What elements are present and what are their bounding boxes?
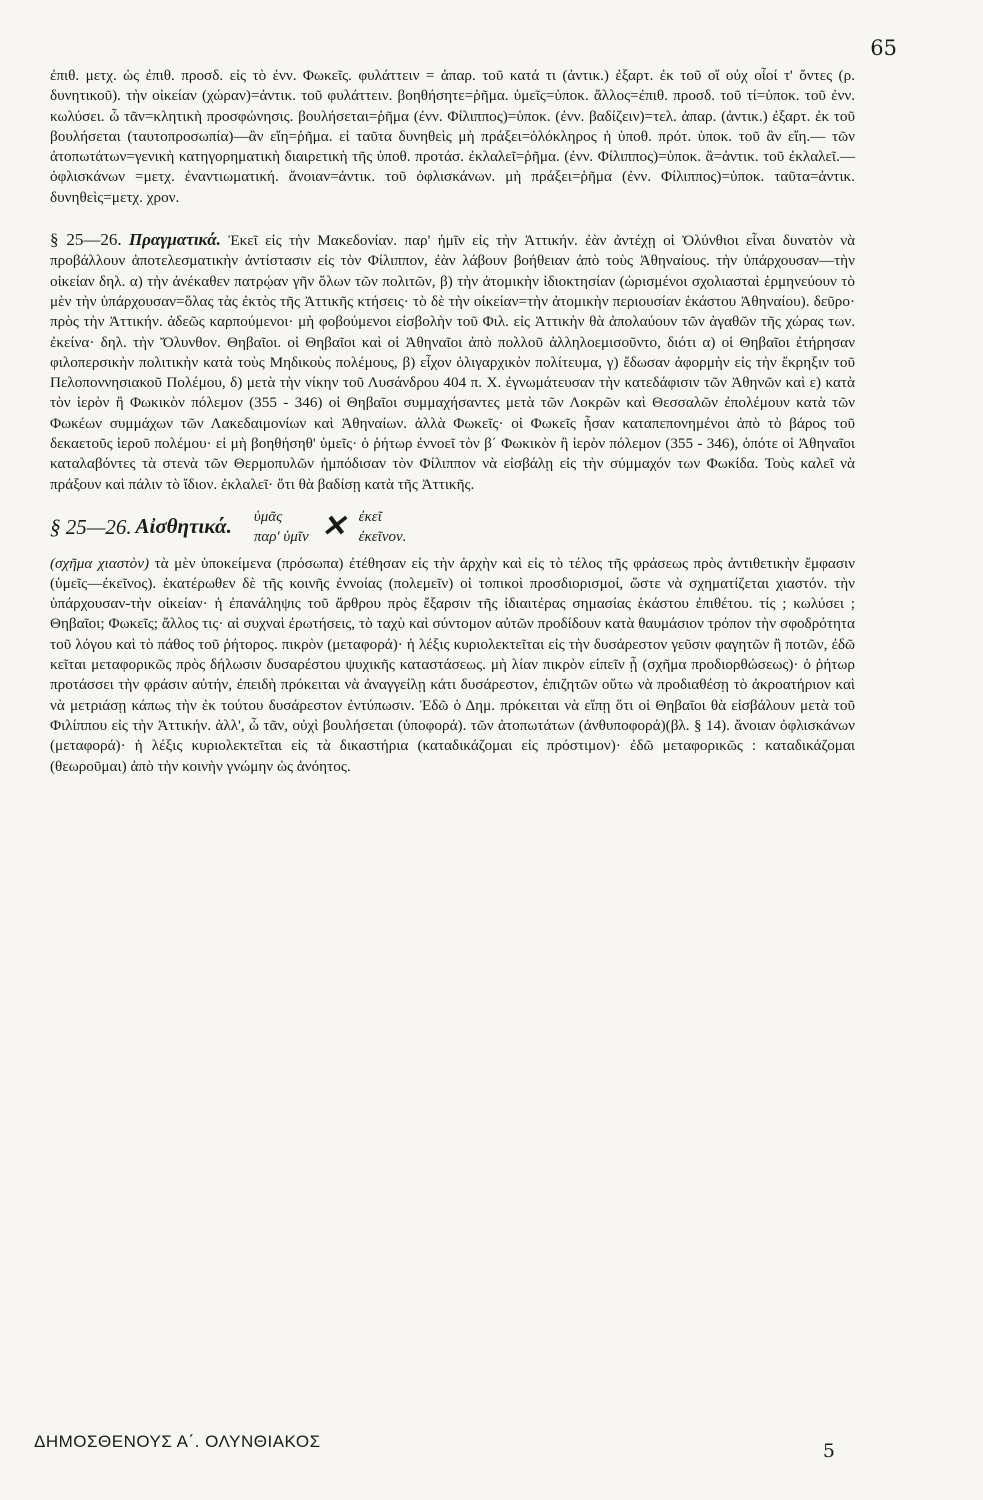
footer-signature-number: 5 <box>822 1440 835 1462</box>
section-aisthetika-text <box>50 554 855 777</box>
section-title: Αἰσθητικά. <box>135 513 232 538</box>
section-pragmatika <box>50 230 855 495</box>
intro-paragraph: ἐπιθ. μετχ. ὡς ἐπιθ. προσδ. εἰς τὸ ἐνν. Φωκεῖς. φυλάττειν = ἀπαρ. τοῦ κατά τι (ἀντικ.) ἐξαρτ. ἐκ τοῦ οἵ οὐχ οἷοί τ' ὄντες (ρ. δυνητικοῦ). τὴν οἰκείαν (χώραν)=ἀντικ. τοῦ φυλάττειν. βοηθήσητε=ῥῆμα. ὑμεῖς=ὑποκ. ἄλλος=ἐπιθ. προσδ. τοῦ τί=ὑποκ. τοῦ ἐνν. κωλύσει. ὦ τᾶν=κλητικὴ προσφώνησις. βουλήσεται=ῥῆμα (ἐνν. Φίλιππος)=ὑποκ. (ἐνν. βαδίζειν)=τελ. ἀπαρ. (ἀντικ.) ἐξαρτ. ἐκ τοῦ βουλήσεται (ταυτοπροσωπία)—ἂν εἴη=ῥῆμα. εἰ ταῦτα δυνηθεὶς μὴ πράξει=ὁλόκληρος ἡ ὑποθ. πρότ. ὑποκ. τοῦ ἂν εἴη.— τῶν ἀτοπωτάτων=γενικὴ κατηγορηματικὴ διαιρετικὴ τῆς ὑποθ. προτάσ. ἐκλαλεῖ=ῥῆμα. (ἐνν. Φίλιππος)=ὑποκ. ἃ=ἀντικ. τοῦ ἐκλαλεῖ.—ὀφλισκάνων =μετχ. ἐναντιωματική. ἄνοιαν=ἀντικ. τοῦ ὀφλισκάνων. μὴ πράξει=ῥῆμα (ἐνν. Φίλιππος)=ὑποκ. ταῦτα=ἀντικ. δυνηθεὶς=μετχ. χρον. <box>50 67 855 206</box>
section-text: τὰ μὲν ὑποκείμενα (πρόσωπα) ἐτέθησαν εἰς τὴν ἀρχὴν καὶ εἰς τὸ τέλος τῆς φράσεως πρὸς ἀντιθετικὴν ἔμφασιν (ὑμεῖς—ἐκεῖνος). ἑκατέρωθεν δὲ τῆς κοινῆς ἐννοίας (πολεμεῖν) οἱ τοπικοὶ προσδιορισμοί, ὥστε νὰ σχηματίζεται χιαστόν. τὴν ὑπάρχουσαν-τὴν οἰκείαν· ἡ ἐπανάληψις τοῦ ἄρθρου πρὸς ἔξαρσιν τῆς ἰδιαιτέρας σημασίας ἑκάστου ἐπιθέτου. τίς ; κωλύσει ; Θηβαῖοι; Φωκεῖς; ἄλλος τις· αἱ συχναὶ ἐρωτήσεις, τὸ ταχὺ καὶ σύντομον αὐτῶν προδίδουν κατὰ θαυμάσιον τρόπον τὴν σφοδρότητα τοῦ λόγου καὶ τὸ πάθος τοῦ ῥήτορος. πικρὸν (μεταφορά)· ἡ λέξις κυριολεκτεῖται εἰς τὴν δυσάρεστον γεῦσιν φαγητῶν ἢ ποτῶν, ἐδῶ κεῖται μεταφορικῶς πρὸς δήλωσιν δυσαρέστου ψυχικῆς καταστάσεως. μὴ λίαν πικρὸν εἰπεῖν ᾖ (σχῆμα προδιορθώσεως)· ὁ ῥήτωρ προτάσσει τὴν φράσιν αὐτήν, ἐπειδὴ πρόκειται νὰ ἀναγγείλῃ κάτι δυσάρεστον, ἐπιζητῶν οὕτω νὰ προδιαθέσῃ τὸ ἀκροατήριον καὶ νὰ μετριάσῃ κάπως τὴν ἐκ τούτου δυσάρεστον ἐντύπωσιν. Ἐδῶ ὁ Δημ. πρόκειται νὰ εἴπῃ ὅτι οἱ Θηβαῖοι θὰ εἰσβάλουν μετὰ τοῦ Φιλίππου εἰς τὴν Ἀττικήν. ἀλλ', ὦ τᾶν, οὐχὶ βουλήσεται (ὑποφορά). τῶν ἀτοπωτάτων (ἀνθυποφορά)(βλ. § 14). ἄνοιαν ὀφλισκάνων (μεταφορά)· ἡ λέξις κυριολεκτεῖται εἰς τὰ δικαστήρια (καταδικάζομαι εἰς πρόστιμον)· ἐδῶ μεταφορικῶς : καταδικάζομαι (θεωροῦμαι) ἀπὸ τὴν κοινὴν γνώμην ὡς ἀνόητος. <box>50 554 856 775</box>
page-content <box>50 66 855 777</box>
chiasm-label: (σχῆμα χιαστὸν) <box>50 554 150 572</box>
section-number: § 25—26. <box>50 515 132 540</box>
section-text: Ἐκεῖ εἰς τὴν Μακεδονίαν. παρ' ἡμῖν εἰς τὴν Ἀττικήν. ἐὰν ἀντέχῃ οἱ Ὀλύνθιοι εἶναι δυνατὸν νὰ προβάλλουν ἀποτελεσματικὴν ἀντίστασιν εἰς τὸν Φίλιππον, ἐὰν λάβουν βοήθειαν ἀπὸ τοὺς Ἀθηναίους. τὴν ὑπάρχουσαν—τὴν οἰκείαν δηλ. α) τὴν ἀνέκαθεν πατρῴαν γῆν ὅλων τῶν πολιτῶν, β) τὴν ἀτομικὴν ἰδιοκτησίαν (ὡρισμένοι σχολιασταὶ ἑρμηνεύουν τὸ μὲν τὴν ὑπάρχουσαν=ὅλας τὰς ἐκτὸς τῆς Ἀττικῆς κτήσεις· τὸ δὲ τὴν οἰκείαν=τὴν ἀτομικὴν περιουσίαν ἑκάστου Ἀθηναίου). δεῦρο· πρὸς τὴν Ἀττικήν. ἀδεῶς καρπούμενοι· μὴ φοβούμενοι εἰσβολὴν τοῦ Φιλ. εἰς Ἀττικὴν θὰ ἀπολαύουν τῶν ἀγαθῶν τῆς χώρας των. ἐκείνα· δηλ. τὴν Ὄλυνθον. Θηβαῖοι. οἱ Θηβαῖοι καὶ οἱ Ἀθηναῖοι ἀπὸ πολλοῦ ἀλληλοεμισοῦντο, διότι α) οἱ Θηβαῖοι ἐτήρησαν φιλοπερσικὴν πολιτικὴν κατὰ τοὺς Μηδικοὺς πολέμους, β) εἶχον ὀλιγαρχικὸν πολίτευμα, γ) ἔδωσαν ἀφορμὴν εἰς τὴν ἔκρηξιν τοῦ Πελοποννησιακοῦ Πολέμου, δ) μετὰ τὴν νίκην τοῦ Λυσάνδρου 404 π. Χ. ἐγνωμάτευσαν τὴν κατεδάφισιν τῶν Ἀθηνῶν καὶ ε) κατὰ τὸν ἱερὸν ἢ Φωκικὸν πόλεμον (355 - 346) οἱ Θηβαῖοι συμμαχήσαντες μετὰ τῶν Λοκρῶν καὶ Θεσσαλῶν ἐπολέμουν κατὰ τῶν Φωκέων συμμάχων τῶν Λακεδαιμονίων καὶ Ἀθηναίων. ἀλλὰ Φωκεῖς· οἱ Φωκεῖς ἦσαν καταπεπονημένοι ἀπὸ τὸ βάρος τοῦ δεκαετοῦς ἱεροῦ πολέμου· εἰ μὴ βοηθήσηθ' ὑμεῖς· ὁ ῥήτωρ ἐννοεῖ τὸν β΄ Φωκικὸν ἢ ἱερὸν πόλεμον (355 - 346), ὁπότε οἱ Ἀθηναῖοι καταλαβόντες τὰ στενὰ τῶν Θερμοπυλῶν ἠμπόδισαν τὸν Φίλιππον νὰ εἰσβάλῃ εἰς τὴν σύμμαχόν των Φωκίδα. Τοὺς καλεῖ νὰ πράξουν καὶ πάλιν τὸ ἴδιον. ἐκλαλεῖ· ὅτι θὰ βαδίσῃ κατὰ τῆς Ἀττικῆς. <box>50 232 856 493</box>
chiasm-bottom-right: ἐκεῖνον. <box>358 529 407 546</box>
chiasm-bottom-left: παρ' ὑμῖν <box>253 529 309 546</box>
section-aisthetika-heading <box>50 507 855 548</box>
chiasm-top-right: ἐκεῖ <box>358 508 382 525</box>
page-number: 65 <box>870 36 897 60</box>
section-title: Πραγματικά. <box>128 230 221 250</box>
chiasm-diagram <box>254 507 407 548</box>
chiasm-cross-icon: ✕ <box>321 510 347 544</box>
footer-title: ΔΗΜΟΣΘΕΝΟΥΣ Α΄. ΟΛΥΝΘΙΑΚΟΣ <box>34 1432 321 1451</box>
section-number: § 25—26. <box>50 230 122 250</box>
chiasm-top-left: ὑμᾶς <box>253 508 283 525</box>
